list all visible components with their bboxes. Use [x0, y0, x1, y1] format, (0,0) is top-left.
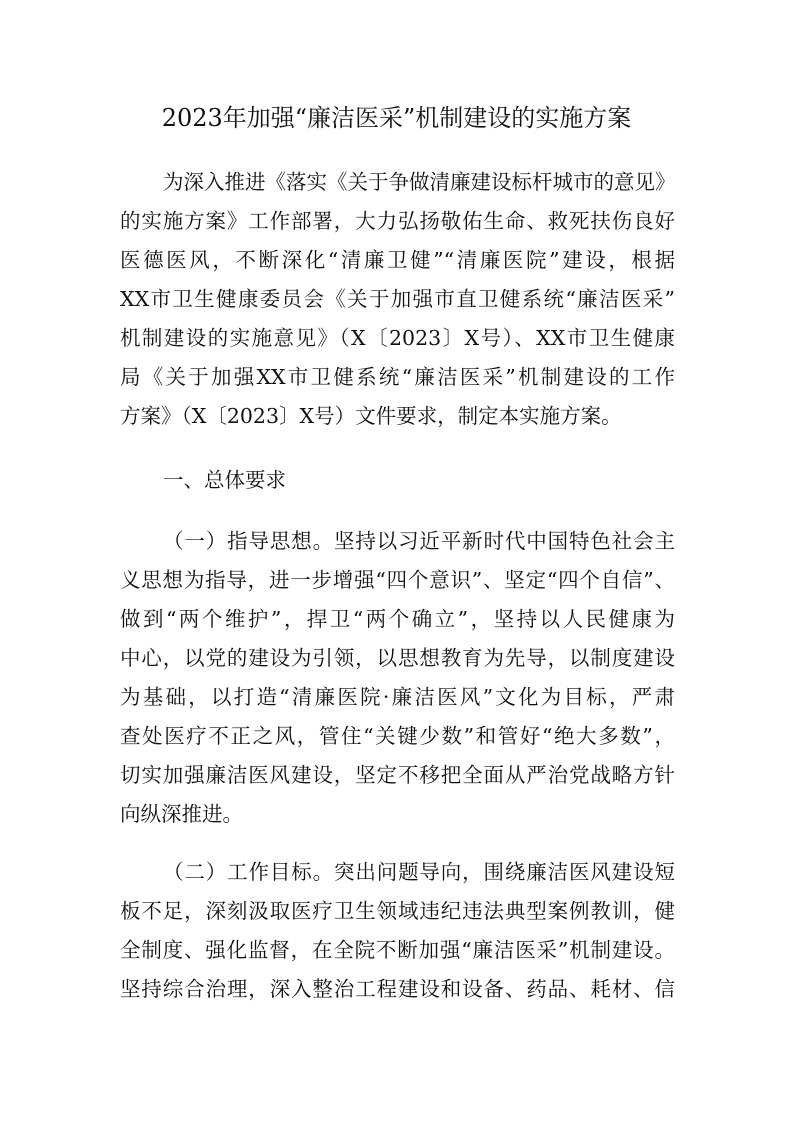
- text-line: 切实加强廉洁医风建设，坚定不移把全面从严治党战略方针: [120, 763, 675, 787]
- text-line: 为基础，以打造“清廉医院·廉洁医风”文化为目标，严肃: [120, 685, 675, 709]
- text-line: （一）指导思想。坚持以习近平新时代中国特色社会主: [163, 529, 675, 553]
- text-line: 做到“两个维护”，捍卫“两个确立”，坚持以人民健康为: [120, 607, 675, 631]
- text-line: 医德医风，不断深化“清廉卫健”“清廉医院”建设，根据: [120, 248, 675, 272]
- text-line: 板不足，深刻汲取医疗卫生领域违纪违法典型案例教训，健: [120, 899, 675, 923]
- text-line: XX市卫生健康委员会《关于加强市直卫健系统“廉洁医采”: [120, 287, 675, 311]
- document-title: 2023年加强“廉洁医采”机制建设的实施方案: [161, 104, 632, 132]
- text-line: 的实施方案》工作部署，大力弘扬敬佑生命、救死扶伤良好: [120, 209, 675, 233]
- text-line: 查处医疗不正之风，管住“关键少数”和管好“绝大多数”，: [120, 724, 675, 748]
- text-line: 一、总体要求: [163, 468, 286, 492]
- text-line: 坚持综合治理，深入整治工程建设和设备、药品、耗材、信: [120, 977, 675, 1001]
- text-line: 局《关于加强XX市卫健系统“廉洁医采”机制建设的工作: [120, 365, 675, 389]
- text-line: 为深入推进《落实《关于争做清廉建设标杆城市的意见》: [163, 170, 676, 194]
- text-line: 义思想为指导，进一步增强“四个意识”、坚定“四个自信”、: [120, 568, 675, 592]
- text-line: 向纵深推进。: [120, 802, 243, 826]
- text-line: 中心，以党的建设为引领，以思想教育为先导，以制度建设: [120, 646, 675, 670]
- text-line: 机制建设的实施意见》（X〔2023〕X号）、XX市卫生健康: [120, 326, 675, 350]
- text-line: 方案》（X〔2023〕X号）文件要求，制定本实施方案。: [120, 404, 622, 428]
- text-line: 全制度、强化监督，在全院不断加强“廉洁医采”机制建设。: [120, 938, 675, 962]
- text-line: （二）工作目标。突出问题导向，围绕廉洁医风建设短: [163, 860, 675, 884]
